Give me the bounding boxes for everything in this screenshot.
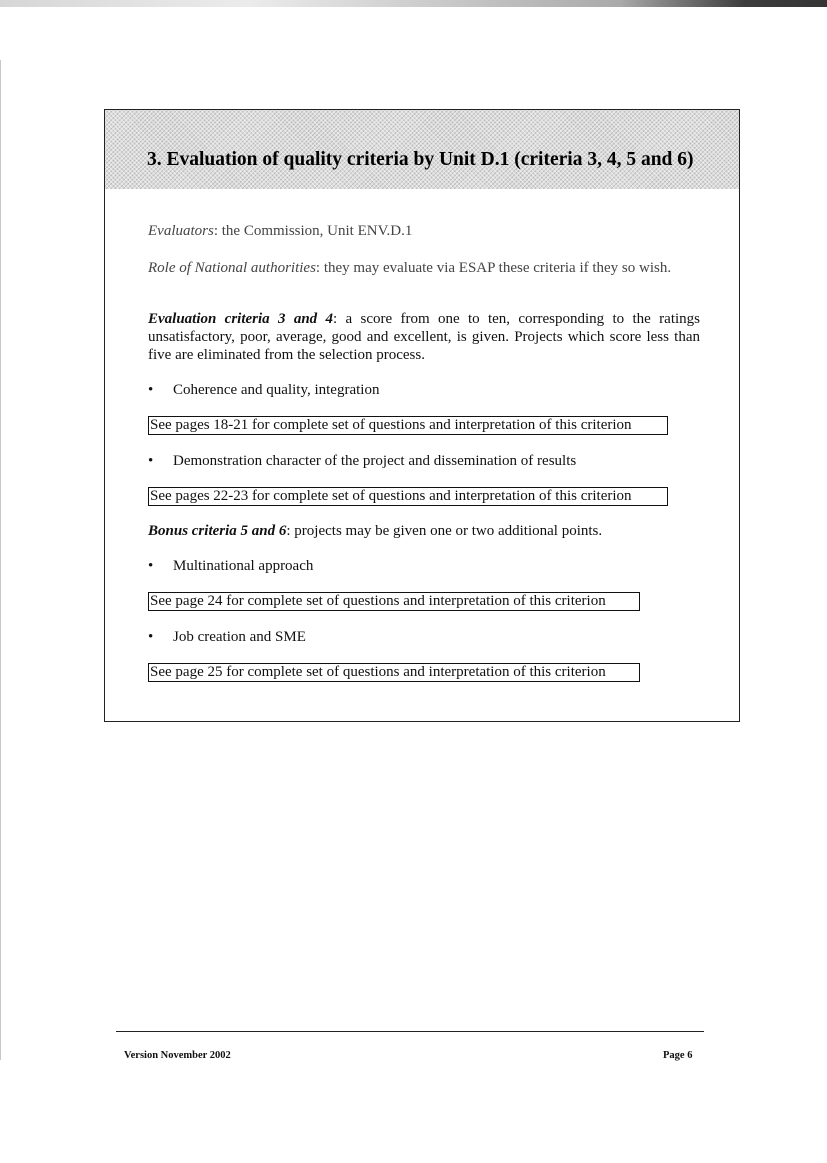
- page-reference-box: See pages 18-21 for complete set of questions and interpretation of this criterion: [148, 416, 668, 435]
- evaluators-text: : the Commission, Unit ENV.D.1: [213, 223, 413, 239]
- scan-edge-top: [0, 0, 827, 7]
- list-item: [148, 381, 379, 399]
- evaluators-label: Evaluators: [148, 223, 214, 239]
- bullet-icon: •: [148, 558, 154, 574]
- list-item-label: Job creation and SME: [173, 629, 306, 645]
- national-authorities-label: Role of National authorities: [148, 260, 316, 276]
- list-item-label: Demonstration character of the project and dissemination of results: [173, 453, 577, 469]
- evaluators-paragraph: [148, 222, 700, 240]
- bonus-criteria-text: : projects may be given one or two additional points.: [286, 523, 603, 539]
- list-item: [148, 557, 313, 575]
- bullet-icon: •: [148, 453, 154, 469]
- list-item-label: Coherence and quality, integration: [173, 382, 380, 398]
- list-item: [148, 628, 306, 646]
- list-item-label: Multinational approach: [173, 558, 314, 574]
- bullet-icon: •: [148, 629, 154, 645]
- national-authorities-text: : they may evaluate via ESAP these criteria if they so wish.: [315, 260, 672, 276]
- criteria-3-4-text: : a score from one to ten, corresponding to the ratings unsatisfactory, poor, average, good and excellent, is given. Projects which score less than five are eliminated from the selection process.: [148, 311, 700, 363]
- bonus-criteria-paragraph: [148, 522, 700, 540]
- list-item: [148, 452, 576, 470]
- section-title: 3. Evaluation of quality criteria by Unit D.1 (criteria 3, 4, 5 and 6): [147, 149, 694, 170]
- bonus-criteria-label: Bonus criteria 5 and 6: [148, 523, 287, 539]
- criteria-3-4-label: Evaluation criteria 3 and 4: [148, 311, 334, 327]
- page-reference-box: See page 24 for complete set of questions and interpretation of this criterion: [148, 592, 640, 611]
- criteria-3-4-paragraph: [148, 310, 700, 364]
- page-reference-box: See page 25 for complete set of questions and interpretation of this criterion: [148, 663, 640, 682]
- national-authorities-paragraph: [148, 259, 700, 277]
- bullet-icon: •: [148, 382, 154, 398]
- page-reference-box: See pages 22-23 for complete set of questions and interpretation of this criterion: [148, 487, 668, 506]
- scan-edge-left: [0, 60, 1, 1060]
- footer-divider: [116, 1031, 704, 1032]
- section-header: [105, 110, 739, 189]
- footer-page-number: Page 6: [663, 1050, 693, 1061]
- footer-version: Version November 2002: [124, 1050, 231, 1061]
